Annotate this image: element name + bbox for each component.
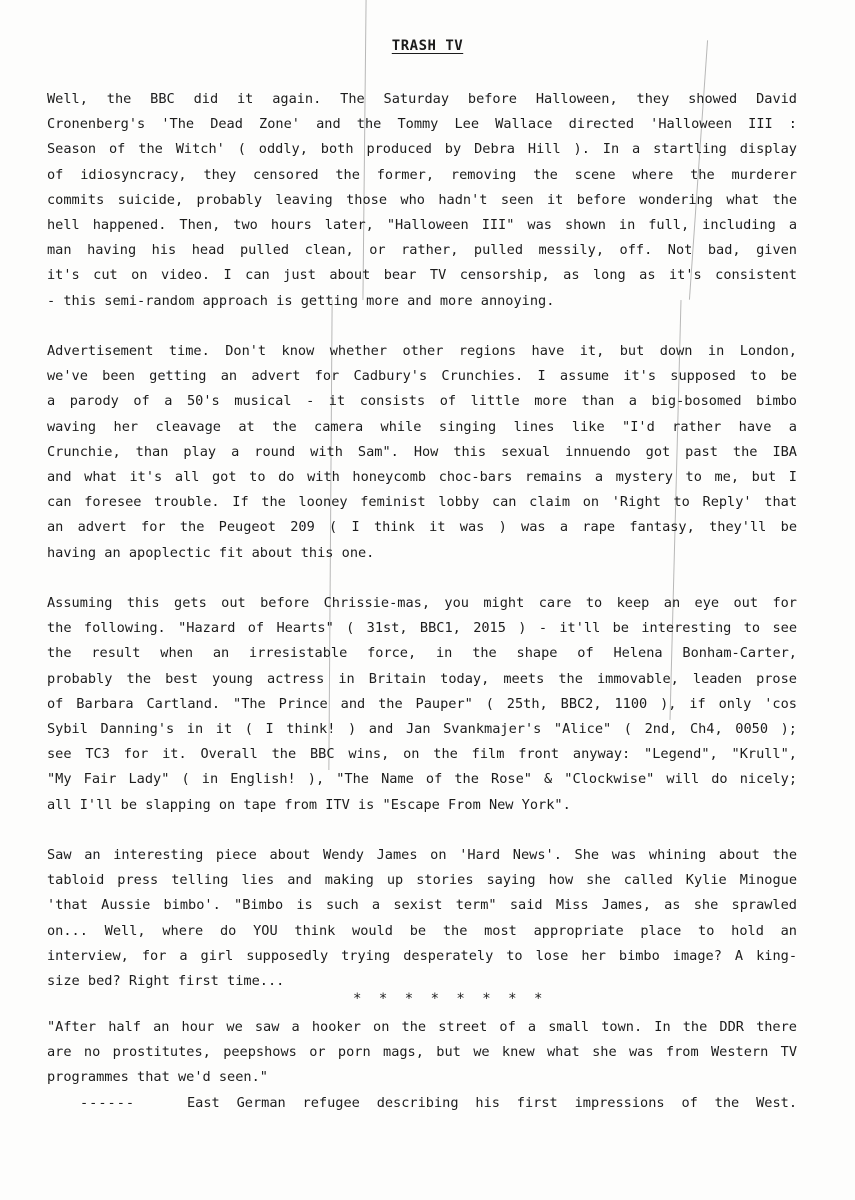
paragraph-2-line: we've been getting an advert for Cadbury's Crunchies. I assume it's supposed to be: [47, 368, 797, 385]
paragraph-2-line: Crunchie, than play a round with Sam". How this sexual innuendo got past the IBA: [47, 443, 797, 460]
paragraph-3-line: Assuming this gets out before Chrissie-mas, you might care to keep an eye out for: [47, 595, 797, 611]
paragraph-1-line: of idiosyncracy, they censored the former, removing the scene where the murderer: [47, 166, 797, 183]
paragraph-2-line: Advertisement time. Don't know whether other regions have it, but down in London,: [47, 343, 797, 359]
paragraph-1-line: man having his head pulled clean, or rather, pulled messily, off. Not bad, given: [47, 242, 797, 259]
paragraph-4-line: Saw an interesting piece about Wendy James on 'Hard News'. She was whining about the: [47, 847, 797, 863]
paragraph-4-line: 'that Aussie bimbo'. "Bimbo is such a sexist term" said Miss James, as she sprawled: [47, 897, 797, 914]
section-separator: * * * * * * * *: [353, 991, 547, 1007]
paragraph-3-line: Sybil Danning's in it ( I think! ) and Jan Svankmajer's "Alice" ( 2nd, Ch4, 0050 );: [47, 721, 797, 737]
paragraph-1-line: Cronenberg's 'The Dead Zone' and the Tommy Lee Wallace directed 'Halloween III :: [47, 116, 797, 133]
paragraph-3-line: "My Fair Lady" ( in English! ), "The Name of the Rose" & "Clockwise" will do nicely;: [47, 771, 797, 788]
paragraph-3-line: probably the best young actress in Britain today, meets the immovable, leaden prose: [47, 670, 797, 687]
paragraph-3-line: the result when an irresistable force, in the shape of Helena Bonham-Carter,: [47, 645, 797, 662]
paragraph-1-line: - this semi-random approach is getting more and more annoying.: [47, 292, 555, 309]
paragraph-4-line: tabloid press telling lies and making up stories saying how she called Kylie Minogue: [47, 872, 797, 889]
title-text: TRASH TV: [391, 38, 464, 54]
paragraph-2-line: having an apoplectic fit about this one.: [47, 544, 375, 561]
paragraph-3-line: see TC3 for it. Overall the BBC wins, on the film front anyway: "Legend", "Krull",: [47, 746, 797, 763]
paragraph-1-line: hell happened. Then, two hours later, "Halloween III" was shown in full, including a: [47, 217, 797, 233]
paragraph-1-line: commits suicide, probably leaving those who hadn't seen it before wondering what the: [47, 191, 797, 208]
paragraph-3-line: all I'll be slapping on tape from ITV is "Escape From New York".: [47, 796, 571, 813]
paragraph-2-line: and what it's all got to do with honeycomb choc-bars remains a mystery to me, but I: [47, 469, 797, 485]
paragraph-2-line: a parody of a 50's musical - it consists of little more than a big-bosomed bimbo: [47, 393, 797, 410]
paragraph-4-line: on... Well, where do YOU think would be the most appropriate place to hold an: [47, 922, 797, 939]
paragraph-4-line: interview, for a girl supposedly trying desperately to lose her bimbo image? A king-: [47, 947, 797, 964]
quote-line: are no prostitutes, peepshows or porn mags, but we knew what she was from Western TV: [47, 1044, 797, 1061]
paragraph-4-line: size bed? Right first time...: [47, 973, 285, 989]
quote-line: programmes that we'd seen.": [47, 1069, 268, 1086]
paragraph-3-line: of Barbara Cartland. "The Prince and the Pauper" ( 25th, BBC2, 1100 ), if only 'cos: [47, 695, 797, 712]
paragraph-2-line: waving her cleavage at the camera while singing lines like "I'd rather have a: [47, 418, 797, 435]
attribution-dashes: ------: [80, 1095, 136, 1111]
page-title: [0, 38, 855, 54]
paragraph-3-line: the following. "Hazard of Hearts" ( 31st, BBC1, 2015 ) - it'll be interesting to see: [47, 620, 797, 637]
paragraph-1-line: Season of the Witch' ( oddly, both produced by Debra Hill ). In a startling display: [47, 141, 797, 158]
paragraph-1-line: Well, the BBC did it again. The Saturday before Halloween, they showed David: [47, 91, 797, 107]
paragraph-1-line: it's cut on video. I can just about bear TV censorship, as long as it's consistent: [47, 267, 797, 284]
quote-line: "After half an hour we saw a hooker on the street of a small town. In the DDR there: [47, 1019, 797, 1035]
paragraph-2-line: can foresee trouble. If the looney feminist lobby can claim on 'Right to Reply' that: [47, 494, 797, 511]
quote-attribution: East German refugee describing his first impressions of the West.: [187, 1095, 797, 1111]
paragraph-2-line: an advert for the Peugeot 209 ( I think it was ) was a rape fantasy, they'll be: [47, 519, 797, 536]
